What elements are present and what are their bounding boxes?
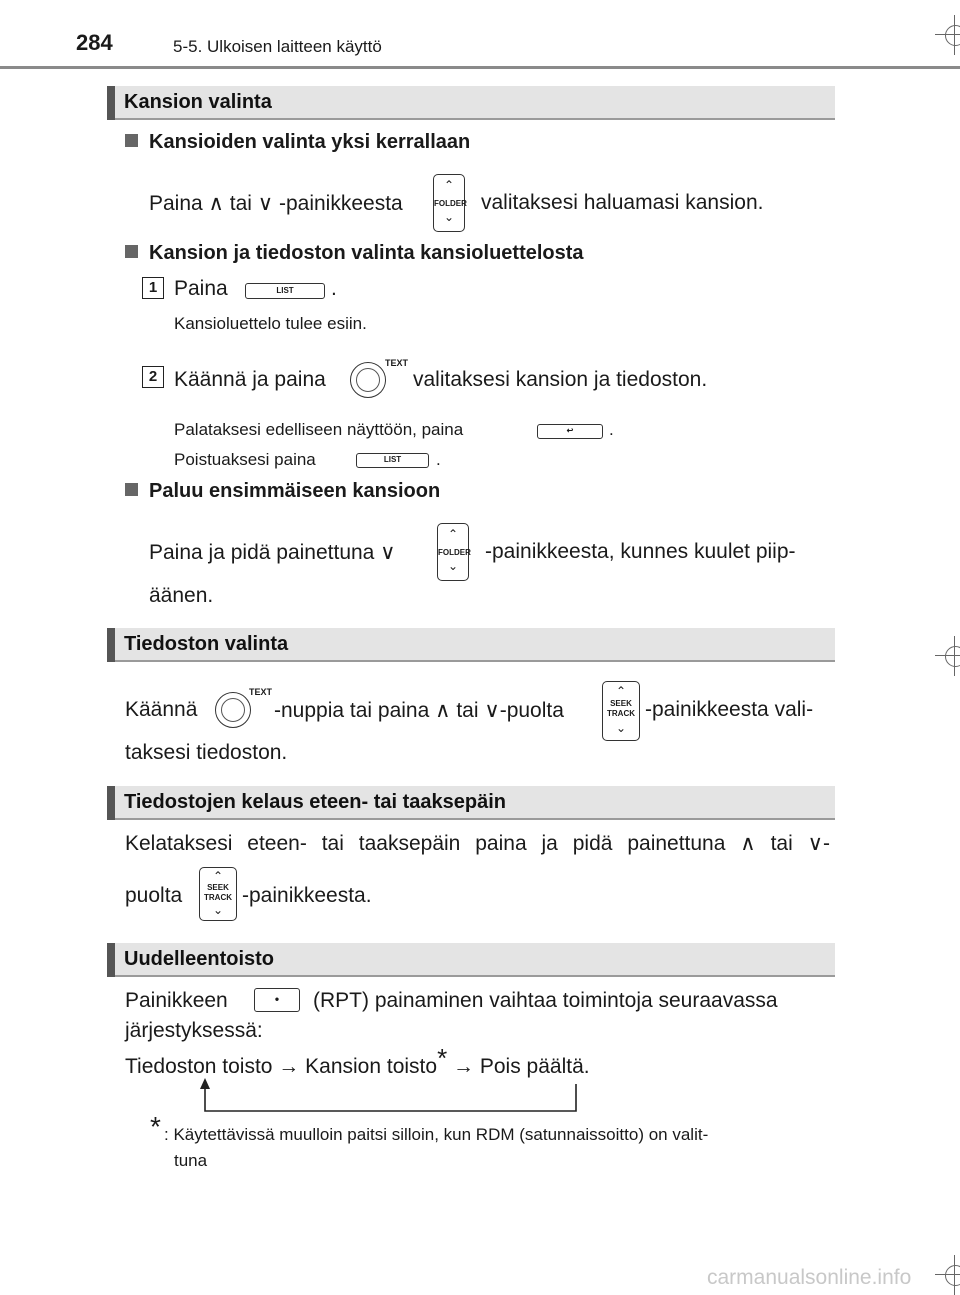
crop-mark-icon (935, 15, 960, 55)
chapter-title: 5-5. Ulkoisen laitteen käyttö (173, 37, 382, 56)
folder-instruction-b: valitaksesi haluamasi kansion. (481, 191, 764, 214)
seek-text-a: Kelataksesi eteen- tai taaksepäin paina ja pidä painettuna ∧ tai ∨- (125, 832, 830, 855)
subheading-folders-one-by-one: Kansioiden valinta yksi kerrallaan (125, 131, 470, 154)
back-button-icon: ↩ (537, 424, 603, 439)
step-2-text-a: Käännä ja paina (174, 368, 326, 391)
list-button-icon: LIST (245, 283, 325, 299)
section-heading-folder-select: Kansion valinta (107, 86, 835, 120)
footnote-text-a: : Käytettävissä muulloin paitsi silloin, kun RDM (satunnaissoitto) on valit- (164, 1125, 709, 1144)
rpt-button-icon: • (254, 988, 300, 1012)
section-heading-file-select: Tiedoston valinta (107, 628, 835, 662)
repeat-sequence: Tiedoston toisto → Kansion toisto* → Pois päältä. (125, 1043, 590, 1078)
repeat-text-a: Painikkeen (125, 989, 228, 1012)
folder-button-icon: ⌃ FOLDER ⌄ (437, 523, 469, 581)
step-2-text-b: valitaksesi kansion ja tiedoston. (413, 368, 708, 391)
text-knob-label: TEXT (249, 687, 273, 697)
repeat-text-c: järjestyksessä: (125, 1019, 263, 1042)
section-heading-seek: Tiedostojen kelaus eteen- tai taaksepäin (107, 786, 835, 820)
file-select-text-d: taksesi tiedoston. (125, 741, 288, 764)
tune-knob-icon (215, 692, 251, 728)
folder-instruction-a: Paina ∧ tai ∨ -painikkeesta (149, 192, 403, 215)
note-back-b: . (609, 420, 614, 439)
step-1-note: Kansioluettelo tulee esiin. (174, 314, 367, 333)
list-button-small-icon: LIST (356, 453, 429, 468)
first-folder-text-b: -painikkeesta, kunnes kuulet piip- (485, 540, 796, 563)
footnote-star: * (150, 1111, 161, 1142)
seek-text-b: puolta (125, 884, 183, 907)
step-2-badge: 2 (142, 366, 164, 388)
first-folder-text-a: Paina ja pidä painettuna ∨ (149, 541, 396, 564)
seek-text-c: -painikkeesta. (242, 884, 372, 907)
step-1-text-a: Paina (174, 277, 228, 300)
watermark: carmanualsonline.info (707, 1266, 912, 1289)
repeat-loop-arrow (195, 1078, 585, 1114)
crop-mark-icon (935, 1255, 960, 1295)
file-select-text-b: -nuppia tai paina ∧ tai ∨-puolta (274, 699, 564, 722)
note-back-a: Palataksesi edelliseen näyttöön, paina (174, 420, 464, 439)
repeat-text-b: (RPT) painaminen vaihtaa toimintoja seuraavassa (313, 989, 778, 1012)
section-heading-repeat: Uudelleentoisto (107, 943, 835, 977)
seek-track-button-icon: ⌃ SEEK TRACK ⌄ (199, 867, 237, 921)
folder-button-icon: ⌃ FOLDER ⌄ (433, 174, 465, 232)
step-1-text-b: . (331, 277, 337, 300)
file-select-text-c: -painikkeesta vali- (645, 698, 814, 721)
file-select-text-a: Käännä (125, 698, 198, 721)
header-rule (0, 66, 960, 69)
seek-track-button-icon: ⌃ SEEK TRACK ⌄ (602, 681, 640, 741)
subheading-folder-list: Kansion ja tiedoston valinta kansioluettelosta (125, 242, 584, 265)
step-1-badge: 1 (142, 277, 164, 299)
note-exit-b: . (436, 450, 441, 469)
footnote-text-b: tuna (174, 1151, 208, 1170)
tune-knob-icon (350, 362, 386, 398)
page-number: 284 (76, 30, 113, 55)
note-exit-a: Poistuaksesi paina (174, 450, 316, 469)
subheading-first-folder: Paluu ensimmäiseen kansioon (125, 480, 440, 503)
text-knob-label: TEXT (385, 358, 409, 368)
crop-mark-icon (935, 636, 960, 676)
first-folder-text-c: äänen. (149, 584, 214, 607)
